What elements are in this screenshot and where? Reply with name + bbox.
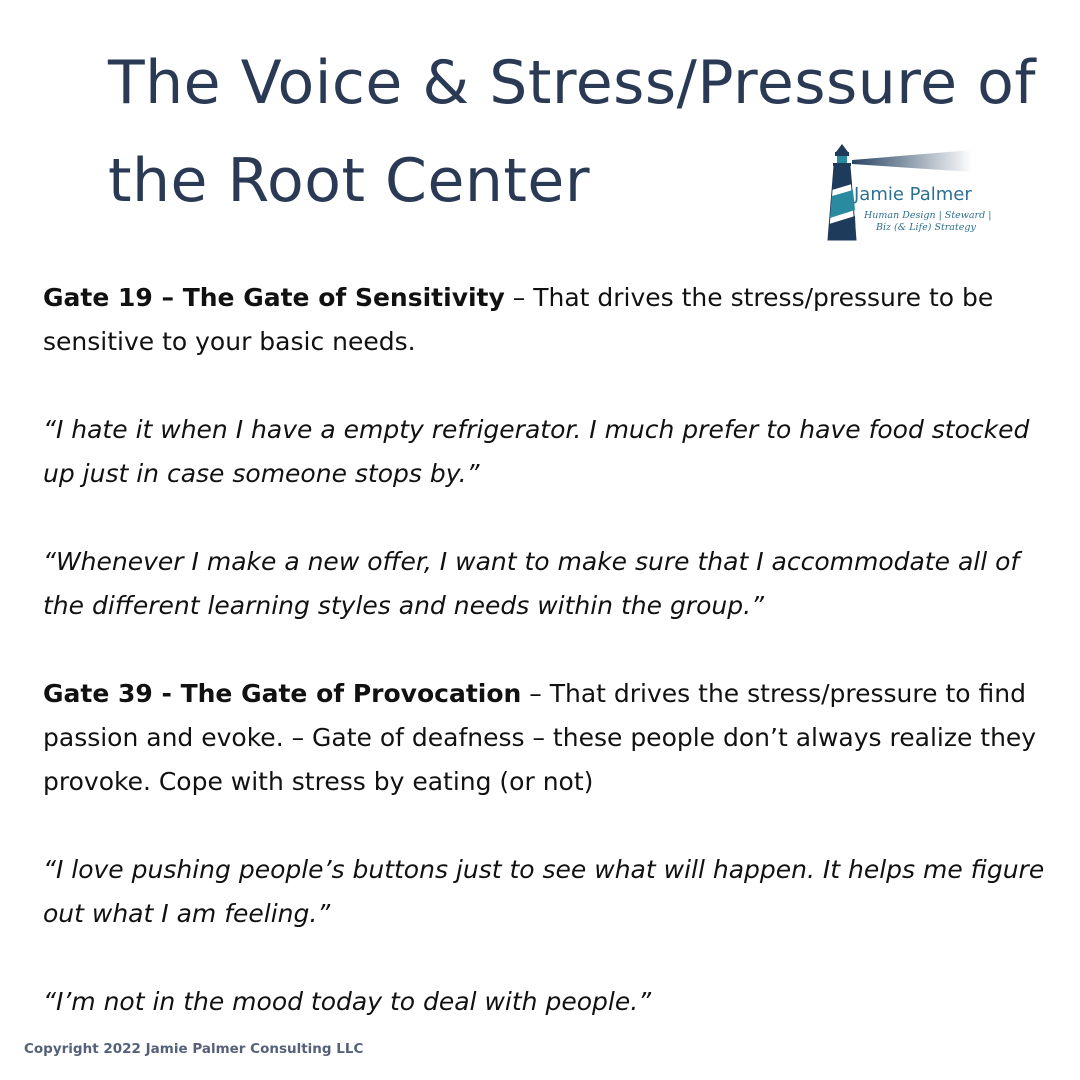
gate-19-description: – That drives the stress/pressure to be sensitive to your basic needs. [43, 283, 994, 356]
gate-19-quote-1: “I hate it when I have a empty refrigerator. I much prefer to have food stocked up just in case someone stops by.” [43, 415, 1030, 488]
title-line-2: the Root Center [108, 146, 590, 216]
logo-name: Jamie Palmer [854, 184, 972, 205]
main-content [43, 276, 1053, 1024]
gate-39-paragraph [43, 672, 1053, 804]
gate-19-heading: Gate 19 – The Gate of Sensitivity [43, 283, 505, 312]
brand-logo [822, 140, 1022, 246]
gate-19-quote-2: “Whenever I make a new offer, I want to make sure that I accommodate all of the different learning styles and needs within the group.” [43, 547, 1020, 620]
gate-39-quote-2: “I’m not in the mood today to deal with people.” [43, 987, 652, 1016]
gate-19-paragraph [43, 276, 1053, 364]
gate-39-heading: Gate 39 - The Gate of Provocation [43, 679, 522, 708]
logo-tagline-2: Biz (& Life) Strategy [876, 222, 976, 233]
gate-39-quote-1: “I love pushing people’s buttons just to see what will happen. It helps me figure out what I am feeling.” [43, 855, 1045, 928]
copyright-notice: Copyright 2022 Jamie Palmer Consulting LLC [24, 1041, 364, 1057]
title-line-1: The Voice & Stress/Pressure of [108, 48, 1036, 118]
logo-tagline-1: Human Design | Steward | [864, 210, 992, 221]
gate-39-description: – That drives the stress/pressure to find passion and evoke. – Gate of deafness – these people don’t always realize they provoke. Cope with stress by eating (or not) [43, 679, 1037, 796]
